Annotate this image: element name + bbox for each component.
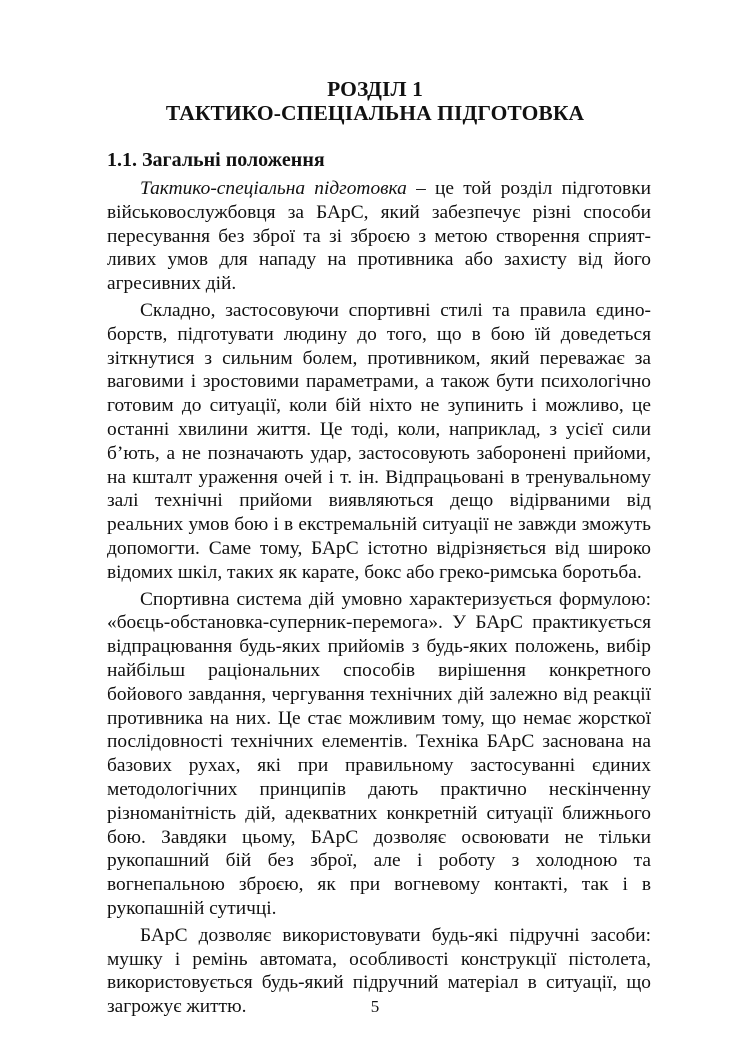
paragraph-1-text: – це той розділ підготовки військовослужбовця за БАрС, який забезпечує різні способи пересування без зброї та зі зброєю з метою створення сприятливих умов для нападу на противника або захисту від його агресивних дій.	[107, 178, 651, 295]
defined-term: Тактико-спеціальна підготовка	[140, 178, 407, 199]
paragraph-2: Складно, застосовуючи спортивні стилі та правила єдиноборств, підготувати людину до того, що в бою їй доведеться зіткнутися з сильним болем, противником, який переважає за ваговими і зростовими параметрами, а також бути психологічно готовим до ситуації, коли бій ніхто не зупинить і можливо, це останні хвилини життя. Це тоді, коли, наприклад, з усієї сили б’ють, а не позначають удар, застосовують заборонені прийоми, на кшталт ураження очей і т. ін. Відпрацьовані в тренувальному залі технічні прийоми виявляються дещо відірваними від реальних умов бою і в екстремальній ситуації не завжди зможуть допомогти. Саме тому, БАрС істотно відрізняється від широко відомих шкіл, таких як карате, бокс або греко-римська боротьба.	[107, 299, 651, 583]
chapter-number: РОЗДІЛ 1	[327, 77, 423, 101]
paragraph-4: БАрС дозволяє використовувати будь-які підручні засоби: мушку і ремінь автомата, особливості конструкції пістолета, використовується будь-який підручний матеріал в ситуації, що загрожує життю.	[107, 924, 651, 1018]
body-text	[107, 177, 651, 1019]
page-number: 5	[370, 997, 380, 1016]
section-heading: 1.1. Загальні положення	[107, 149, 325, 171]
paragraph-1	[107, 177, 651, 296]
chapter-title: ТАКТИКО-СПЕЦІАЛЬНА ПІДГОТОВКА	[165, 101, 585, 125]
paragraph-3: Спортивна система дій умовно характеризується формулою: «боєць-обстановка-суперник-перемога». У БАрС практикується відпрацювання будь-яких прийомів з будь-яких положень, вибір найбільш раціональних способів вирішення конкретного бойового завдання, чергування технічних дій залежно від реакції противника на них. Це стає можливим тому, що немає жорсткої послідовності технічних елементів. Техніка БАрС заснована на базових рухах, які при правильному застосуванні єдиних методологічних принципів дають практично нескінченну різноманітність дій, адекватних конкретній ситуації ближнього бою. Завдяки цьому, БАрС дозволяє освоювати не тільки рукопашний бій без зброї, але і роботу з холодною та вогнепальною зброєю, як при вогневому контакті, так і в рукопашній сутичці.	[107, 588, 651, 919]
